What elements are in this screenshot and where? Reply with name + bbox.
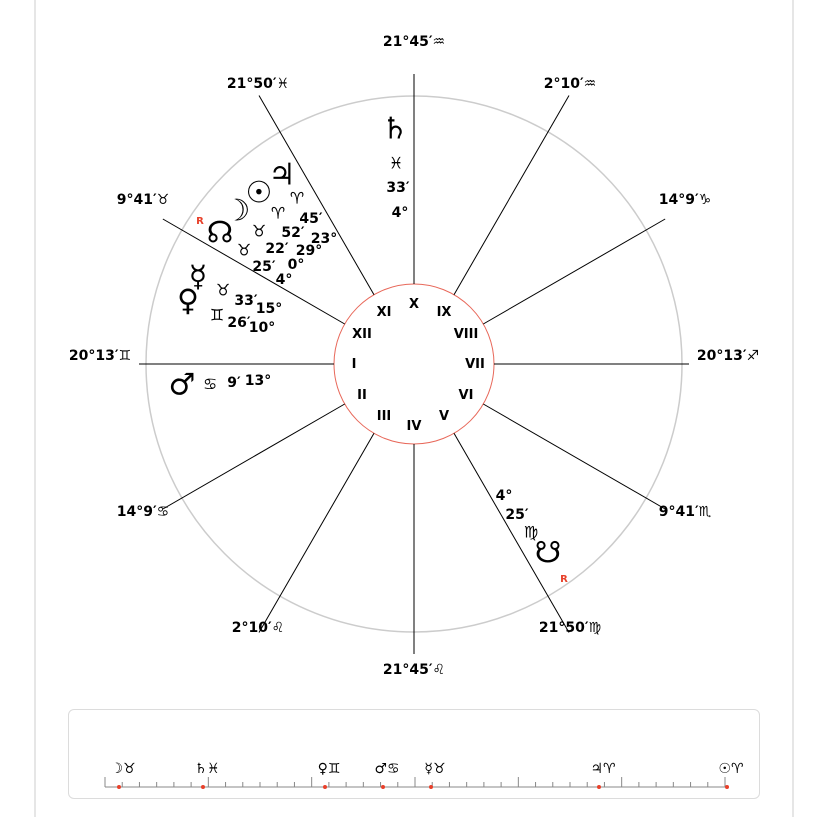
timeline-label-moon: ☽♉ [110,761,136,777]
house-cusp-line [163,404,345,509]
house-numeral: X [408,297,420,312]
north-node-degrees: 4° [275,272,293,288]
timeline-label-jupiter: ♃♈ [590,761,616,777]
house-numeral: IV [406,419,422,434]
venus-sign-icon: ♊ [209,305,225,325]
timeline-marker-jupiter [597,785,601,789]
mercury-degrees: 15° [255,301,283,317]
house-numeral: VII [465,357,485,372]
jupiter-glyph-icon: ♃ [268,157,296,193]
timeline-marker-venus [323,785,327,789]
house-cusp-label: 21°50′♓ [226,76,290,92]
sun-glyph-icon: ☉ [245,175,273,211]
north-node-glyph-icon: ☊ [206,215,234,251]
timeline-marker-sun [725,785,729,789]
timeline-marker-moon [117,785,121,789]
sun-sign-icon: ♈ [270,203,286,223]
house-numeral: I [351,357,357,372]
house-cusp-label: 21°50′♍ [538,620,602,636]
house-numeral: VI [458,388,474,403]
house-numeral: XI [376,305,392,320]
mars-sign-icon: ♋ [202,374,218,394]
sun-degrees: 29° [295,243,323,259]
house-cusp-label: 2°10′♌ [231,620,285,636]
house-cusp-line [259,96,374,295]
mercury-sign-icon: ♉ [215,280,231,300]
south-node-glyph-icon: ☋ [534,535,562,571]
south-node-retrograde-marker: R [560,574,568,585]
house-numeral: II [357,388,367,403]
house-cusp-label: 14°9′♑ [658,192,712,208]
venus-minutes: 26′ [227,315,251,331]
house-numeral: IX [436,305,452,320]
mars-glyph-icon: ♂ [168,367,196,403]
house-cusp-label: 2°10′♒ [543,76,597,92]
house-cusp-label: 20°13′♊ [68,348,132,364]
sun-minutes: 52′ [281,225,305,241]
saturn-sign-icon: ♓ [388,153,404,173]
jupiter-degrees: 23° [310,231,338,247]
house-cusp-line [454,433,569,632]
house-numeral: VIII [453,327,479,342]
house-numeral: XII [352,327,372,342]
moon-degrees: 0° [287,257,305,273]
north-node-retrograde-marker: R [196,216,204,227]
house-cusp-line [454,96,569,295]
house-cusp-label: 21°45′♒ [382,34,446,50]
timeline-marker-mars [381,785,385,789]
timeline-marker-saturn [201,785,205,789]
moon-sign-icon: ♉ [251,221,267,241]
planet-timeline [69,710,761,800]
mercury-minutes: 33′ [234,293,258,309]
house-numeral: V [438,409,450,424]
north-node-minutes: 25′ [252,259,276,275]
moon-glyph-icon: ☽ [223,193,251,229]
house-cusp-label: 14°9′♋ [116,504,170,520]
house-cusp-line [259,433,374,632]
mars-minutes: 9′ [227,375,241,391]
house-cusp-label: 21°45′♌ [382,662,446,678]
venus-degrees: 10° [248,320,276,336]
saturn-glyph-icon: ♄ [381,111,409,147]
timeline-marker-mercury [429,785,433,789]
south-node-degrees: 4° [495,488,513,504]
timeline-label-mercury: ☿♉ [424,761,446,777]
timeline-label-saturn: ♄♓ [194,761,220,777]
south-node-sign-icon: ♍ [523,522,539,542]
timeline-label-sun: ☉♈ [718,761,744,777]
saturn-minutes: 33′ [386,180,410,196]
mars-degrees: 13° [244,373,272,389]
house-cusp-label: 9°41′♏ [658,504,712,520]
jupiter-minutes: 45′ [299,211,323,227]
planet-timeline-panel [68,709,760,799]
house-cusp-label: 9°41′♉ [116,192,170,208]
mercury-glyph-icon: ☿ [188,259,208,295]
timeline-label-mars: ♂♋ [374,761,400,777]
timeline-label-venus: ♀♊ [317,761,341,777]
moon-minutes: 22′ [265,241,289,257]
saturn-degrees: 4° [391,205,409,221]
house-numeral: III [376,409,392,424]
north-node-sign-icon: ♉ [236,240,252,260]
south-node-minutes: 25′ [505,507,529,523]
jupiter-sign-icon: ♈ [289,188,305,208]
venus-glyph-icon: ♀ [177,283,199,319]
house-cusp-label: 20°13′♐ [696,348,760,364]
house-cusp-line [483,219,665,324]
